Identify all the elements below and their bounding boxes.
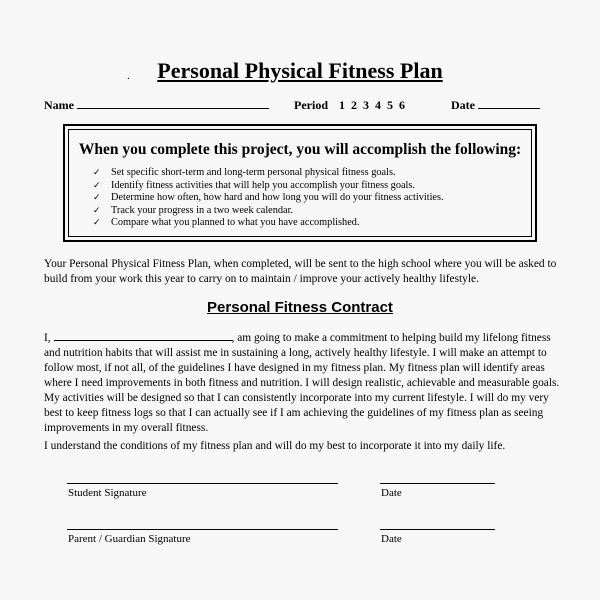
intro-paragraph: Your Personal Physical Fitness Plan, when completed, will be sent to the high school where you will be asked to build from your work this year to carry on to maintain / improve your actively healthy lifestyle. (44, 258, 557, 285)
list-item (93, 192, 444, 205)
parent-signature-label: Parent / Guardian Signature (68, 533, 191, 545)
objective-text: Compare what you planned to what you have accomplished. (111, 217, 360, 229)
parent-date-line[interactable] (380, 529, 495, 530)
student-date-line[interactable] (380, 483, 495, 484)
page-title: Personal Physical Fitness Plan (157, 58, 443, 83)
contract-body: , am going to make a commitment to helping build my lifelong fitness and nutrition habits that will assist me in sustaining a long, actively healthy lifestyle. I will make an attempt to follow most, if not all, of the guidelines I have designed in my fitness plan. My fitness plan will identify areas where I need improvements in both fitness and nutrition. I will design realistic, achievable and measurable goals. My activities will be designed so that I can consistently incorporate into my current lifestyle. I will do my very best to keep fitness logs so that I can actually see if I am achieving the guidelines of my fitness plan as seeing improvements in my overall fitness. (44, 332, 560, 434)
contract-title: Personal Fitness Contract (207, 299, 393, 316)
date-field[interactable] (451, 98, 540, 113)
name-label: Name (44, 98, 74, 112)
date-line[interactable] (478, 98, 540, 109)
checkmark-icon: ✓ (93, 205, 101, 216)
objective-text: Identify fitness activities that will help you accomplish your fitness goals. (111, 179, 415, 191)
student-signature-label: Student Signature (68, 487, 147, 499)
name-field[interactable] (44, 98, 269, 113)
parent-date-label: Date (381, 533, 402, 545)
name-line[interactable] (77, 98, 269, 109)
objective-text: Set specific short-term and long-term personal physical fitness goals. (111, 167, 396, 178)
objective-text: Track your progress in a two week calendar. (111, 204, 294, 216)
checkmark-icon: ✓ (93, 168, 101, 178)
understand-paragraph: I understand the conditions of my fitness plan and will do my best to incorporate it into my daily life. (44, 440, 506, 452)
checkmark-icon: ✓ (93, 218, 101, 229)
objectives-box-inner (68, 129, 532, 237)
objectives-list (93, 167, 444, 230)
parent-signature-line[interactable] (67, 529, 338, 530)
checkmark-icon: ✓ (93, 180, 101, 191)
contract-prefix: I, (44, 332, 54, 344)
contract-name-line[interactable] (54, 330, 232, 341)
title-dot: . (127, 68, 130, 82)
period-options: 1 2 3 4 5 6 (339, 98, 405, 112)
period-label: Period (294, 98, 328, 112)
list-item (93, 180, 444, 193)
list-item (93, 205, 444, 218)
objectives-box (63, 124, 537, 242)
list-item (93, 167, 444, 180)
date-label: Date (451, 98, 475, 112)
contract-paragraph (44, 330, 564, 436)
objectives-heading: When you complete this project, you will accomplish the following: (78, 141, 522, 158)
objective-text: Determine how often, how hard and how long you will do your fitness activities. (111, 192, 444, 204)
checkmark-icon: ✓ (93, 193, 101, 204)
student-signature-line[interactable] (67, 483, 338, 484)
list-item (93, 217, 444, 230)
student-date-label: Date (381, 487, 402, 499)
period-field (294, 98, 405, 113)
